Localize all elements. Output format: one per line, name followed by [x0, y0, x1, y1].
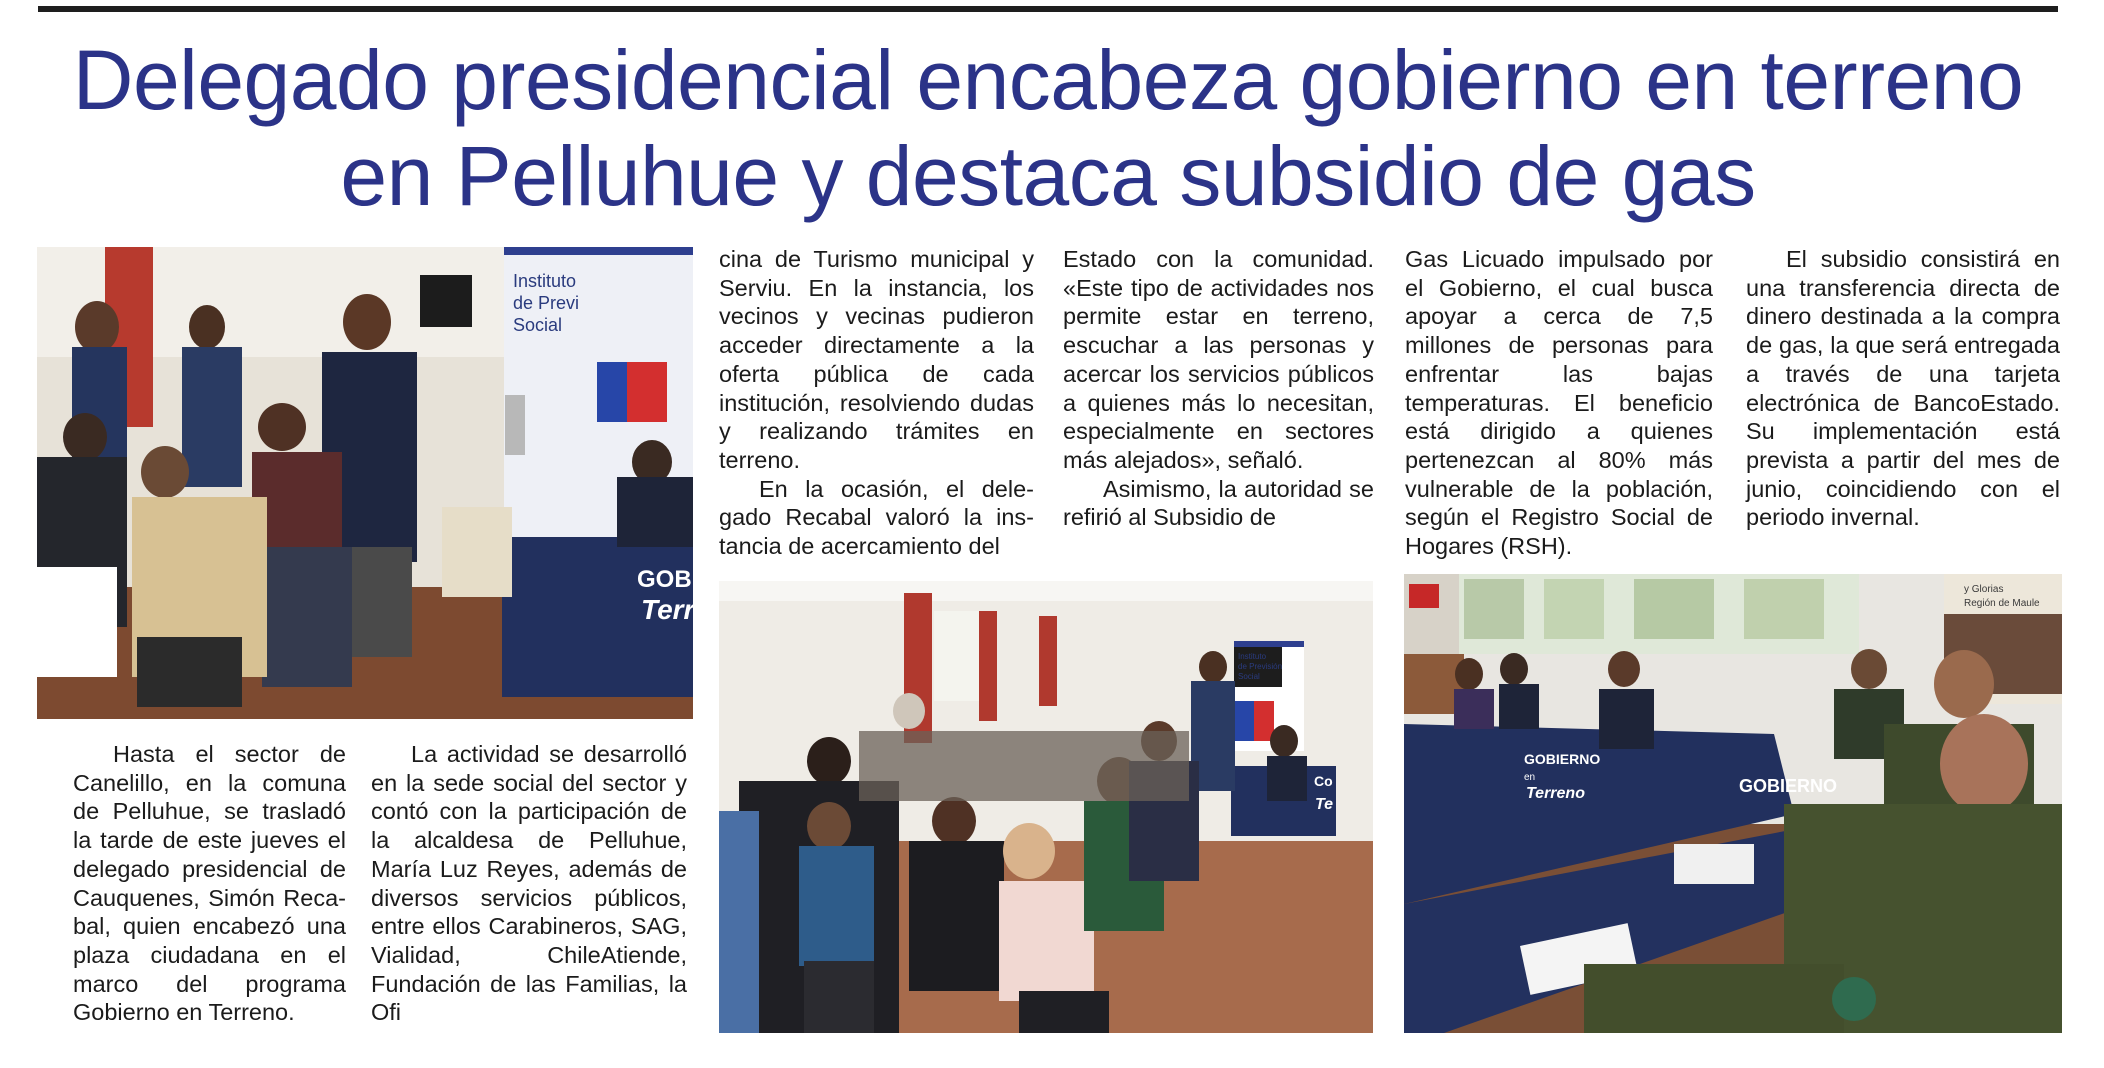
photo-meeting-table	[1404, 574, 2062, 1033]
article-column-2	[371, 740, 687, 1027]
article-headline: Delegado presidencial encabeza gobierno en terreno en Pelluhue y destaca subsidio de gas	[72, 33, 2024, 223]
photo2-sign-line-1: Instituto	[1238, 652, 1267, 661]
photo2-banner-line-1: Co	[1314, 773, 1333, 789]
article-column-5	[1405, 245, 1713, 561]
photo2-sign-line-3: Social	[1238, 672, 1260, 681]
photo1-sign-line-3: Social	[513, 315, 563, 335]
article-column-1	[73, 740, 346, 1027]
photo-community-audience	[719, 581, 1373, 1033]
photo-delegate-speaking	[37, 247, 715, 719]
article-column-3	[719, 245, 1034, 561]
column-1-paragraph-1: Hasta el sector de Canelillo, en la comuna de Pelluhue, se trasladó la tarde de este jueves el delegado presidencial de Cauquenes, Simón Recabal, quien encabezó una plaza ciudadana en el marco del programa Gobierno en Terreno.	[73, 741, 346, 1026]
top-rule	[38, 6, 2058, 12]
article-column-6	[1746, 245, 2060, 532]
column-3-paragraph-1: cina de Turismo municipal y Serviu. En la instancia, los vecinos y vecinas pudieron acceder directamente a la oferta pública de cada institución, resolviendo dudas y realizando trámites en terreno.	[719, 246, 1034, 473]
photo1-sign-line-2: de Previ	[513, 293, 580, 313]
photo3-top-right-text-1: y Glorias	[1964, 584, 2004, 595]
photo3-top-right-text-2: Región de Maule	[1964, 598, 2040, 609]
column-4-paragraph-2: Asimismo, la autoridad se refirió al Subsidio de	[1063, 475, 1374, 531]
photo1-banner-line-1: GOBIE	[637, 566, 715, 593]
column-3-paragraph-2: En la ocasión, el delegado Recabal valoró la instancia de acercamiento del	[719, 475, 1034, 560]
photo3-banner-line-2: en	[1524, 772, 1536, 783]
photo1-sign-line-1: Instituto	[513, 271, 577, 291]
article-column-4	[1063, 245, 1374, 532]
column-5-paragraph-1: Gas Licuado impulsado por el Gobierno, el cual busca apoyar a cerca de 7,5 millones de personas para enfrentar las bajas temperaturas. El beneficio está dirigido a quienes pertenezcan al 80% más vulnerable de la población, según el Registro Social de Hogares (RSH).	[1405, 246, 1713, 560]
photo2-sign-line-2: de Previsión	[1238, 662, 1283, 671]
column-2-paragraph-1: La actividad se desarrolló en la sede social del sector y contó con la participación de la alcaldesa de Pelluhue, María Luz Reyes, además de diversos servicios públicos, entre ellos Carabineros, SAG, Vialidad, ChileAtiende, Fundación de las Familias, la Ofi	[371, 741, 687, 1026]
photo3-banner-line-1: GOBIERNO	[1524, 751, 1601, 767]
column-4-paragraph-1: Estado con la comunidad. «Este tipo de actividades nos permite estar en terreno, escuchar a las personas y acercar los servicios públicos a quienes más lo necesitan, especialmente en sectores más alejados», señaló.	[1063, 246, 1374, 473]
photo3-banner-2: GOBIERNO	[1739, 776, 1838, 796]
photo1-banner-line-2: Terr	[641, 594, 695, 625]
photo2-banner-line-2: Te	[1315, 796, 1334, 813]
photo3-banner-line-3: Terreno	[1526, 785, 1585, 802]
column-6-paragraph-1: El subsidio consistirá en una transferencia directa de dinero destinada a la compra de gas, la que será entregada a través de una tarjeta electrónica de BancoEstado. Su implementación está prevista a partir del mes de junio, coincidiendo con el periodo invernal.	[1746, 246, 2060, 531]
